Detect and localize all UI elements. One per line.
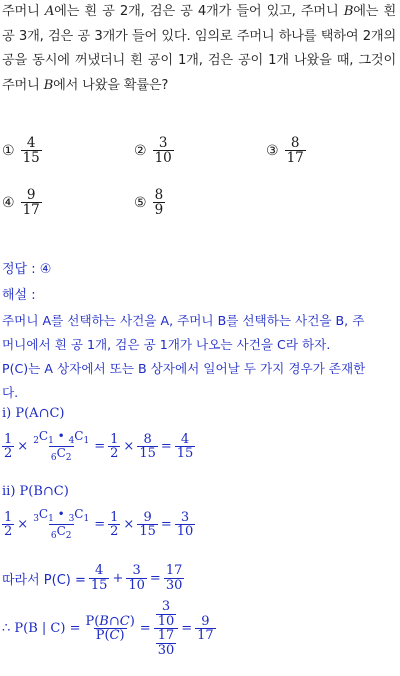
explanation-label: 해설 : — [2, 288, 36, 303]
solution-line-1: 주머니 A를 선택하는 사건을 A, 주머니 B를 선택하는 사건을 B, 주 — [2, 313, 365, 328]
choice-4-fraction: $\frac{9}{17}$ — [22, 187, 40, 219]
final-answer-equation: ∴ P(B | C) = $\frac{P(B\cap C)}{P(C)}$ = $\frac{\frac{3}{10}}{\frac{17}{30}}$ = $\frac{9}{17}$ — [2, 599, 214, 658]
choice-5-fraction: $\frac{8}{9}$ — [154, 187, 164, 219]
case-2-equation: $\frac{1}{2}$ × $\frac{_3C_1 • _3C_1}{_6C_2}$ = $\frac{1}{2}$ × $\frac{9}{15}$ = $\frac{3}{10}$ — [4, 507, 194, 542]
choice-4[interactable]: ④ $\frac{9}{17}$ — [2, 187, 40, 219]
choice-5[interactable]: ⑤ $\frac{8}{9}$ — [134, 187, 164, 219]
choice-3[interactable]: ③ $\frac{8}{17}$ — [266, 135, 304, 167]
choice-3-fraction: $\frac{8}{17}$ — [286, 135, 304, 167]
choice-1[interactable]: ① $\frac{4}{15}$ — [2, 135, 40, 167]
case-1-label: ⅰ) P(A∩C) — [2, 406, 65, 421]
choice-1-fraction: $\frac{4}{15}$ — [22, 135, 40, 167]
answer-label: 정답 : ④ — [2, 262, 52, 277]
solution-line-2: 머니에서 흰 공 1개, 검은 공 1개가 나오는 사건을 C라 하자. — [2, 337, 331, 352]
solution-line-3: P(C)는 A 상자에서 또는 B 상자에서 일어날 두 가지 경우가 존재한 — [2, 361, 366, 376]
choice-2-fraction: $\frac{3}{10}$ — [154, 135, 172, 167]
total-probability-equation: 따라서 P(C) = $\frac{4}{15}$ + $\frac{3}{10}$ = $\frac{17}{30}$ — [2, 563, 183, 593]
question-text: 주머니 A에는 흰 공 2개, 검은 공 4개가 들어 있고, 주머니 B에는 흰 공 3개, 검은 공 3개가 들어 있다. 임의로 주머니 하나를 택하여 2개의 공을 동시에 꺼냈더니 흰 공이 1개, 검은 공이 1개 나왔을 때, 그것이 주머니 B에서 나왔을 확률은? — [2, 4, 397, 93]
case-1-equation: $\frac{1}{2}$ × $\frac{_2C_1 • _4C_1}{_6C_2}$ = $\frac{1}{2}$ × $\frac{8}{15}$ = $\frac{4}{15}$ — [4, 429, 194, 464]
choice-2[interactable]: ② $\frac{3}{10}$ — [134, 135, 172, 167]
solution-line-4: 다. — [2, 385, 19, 400]
case-2-label: ⅱ) P(B∩C) — [2, 484, 69, 499]
